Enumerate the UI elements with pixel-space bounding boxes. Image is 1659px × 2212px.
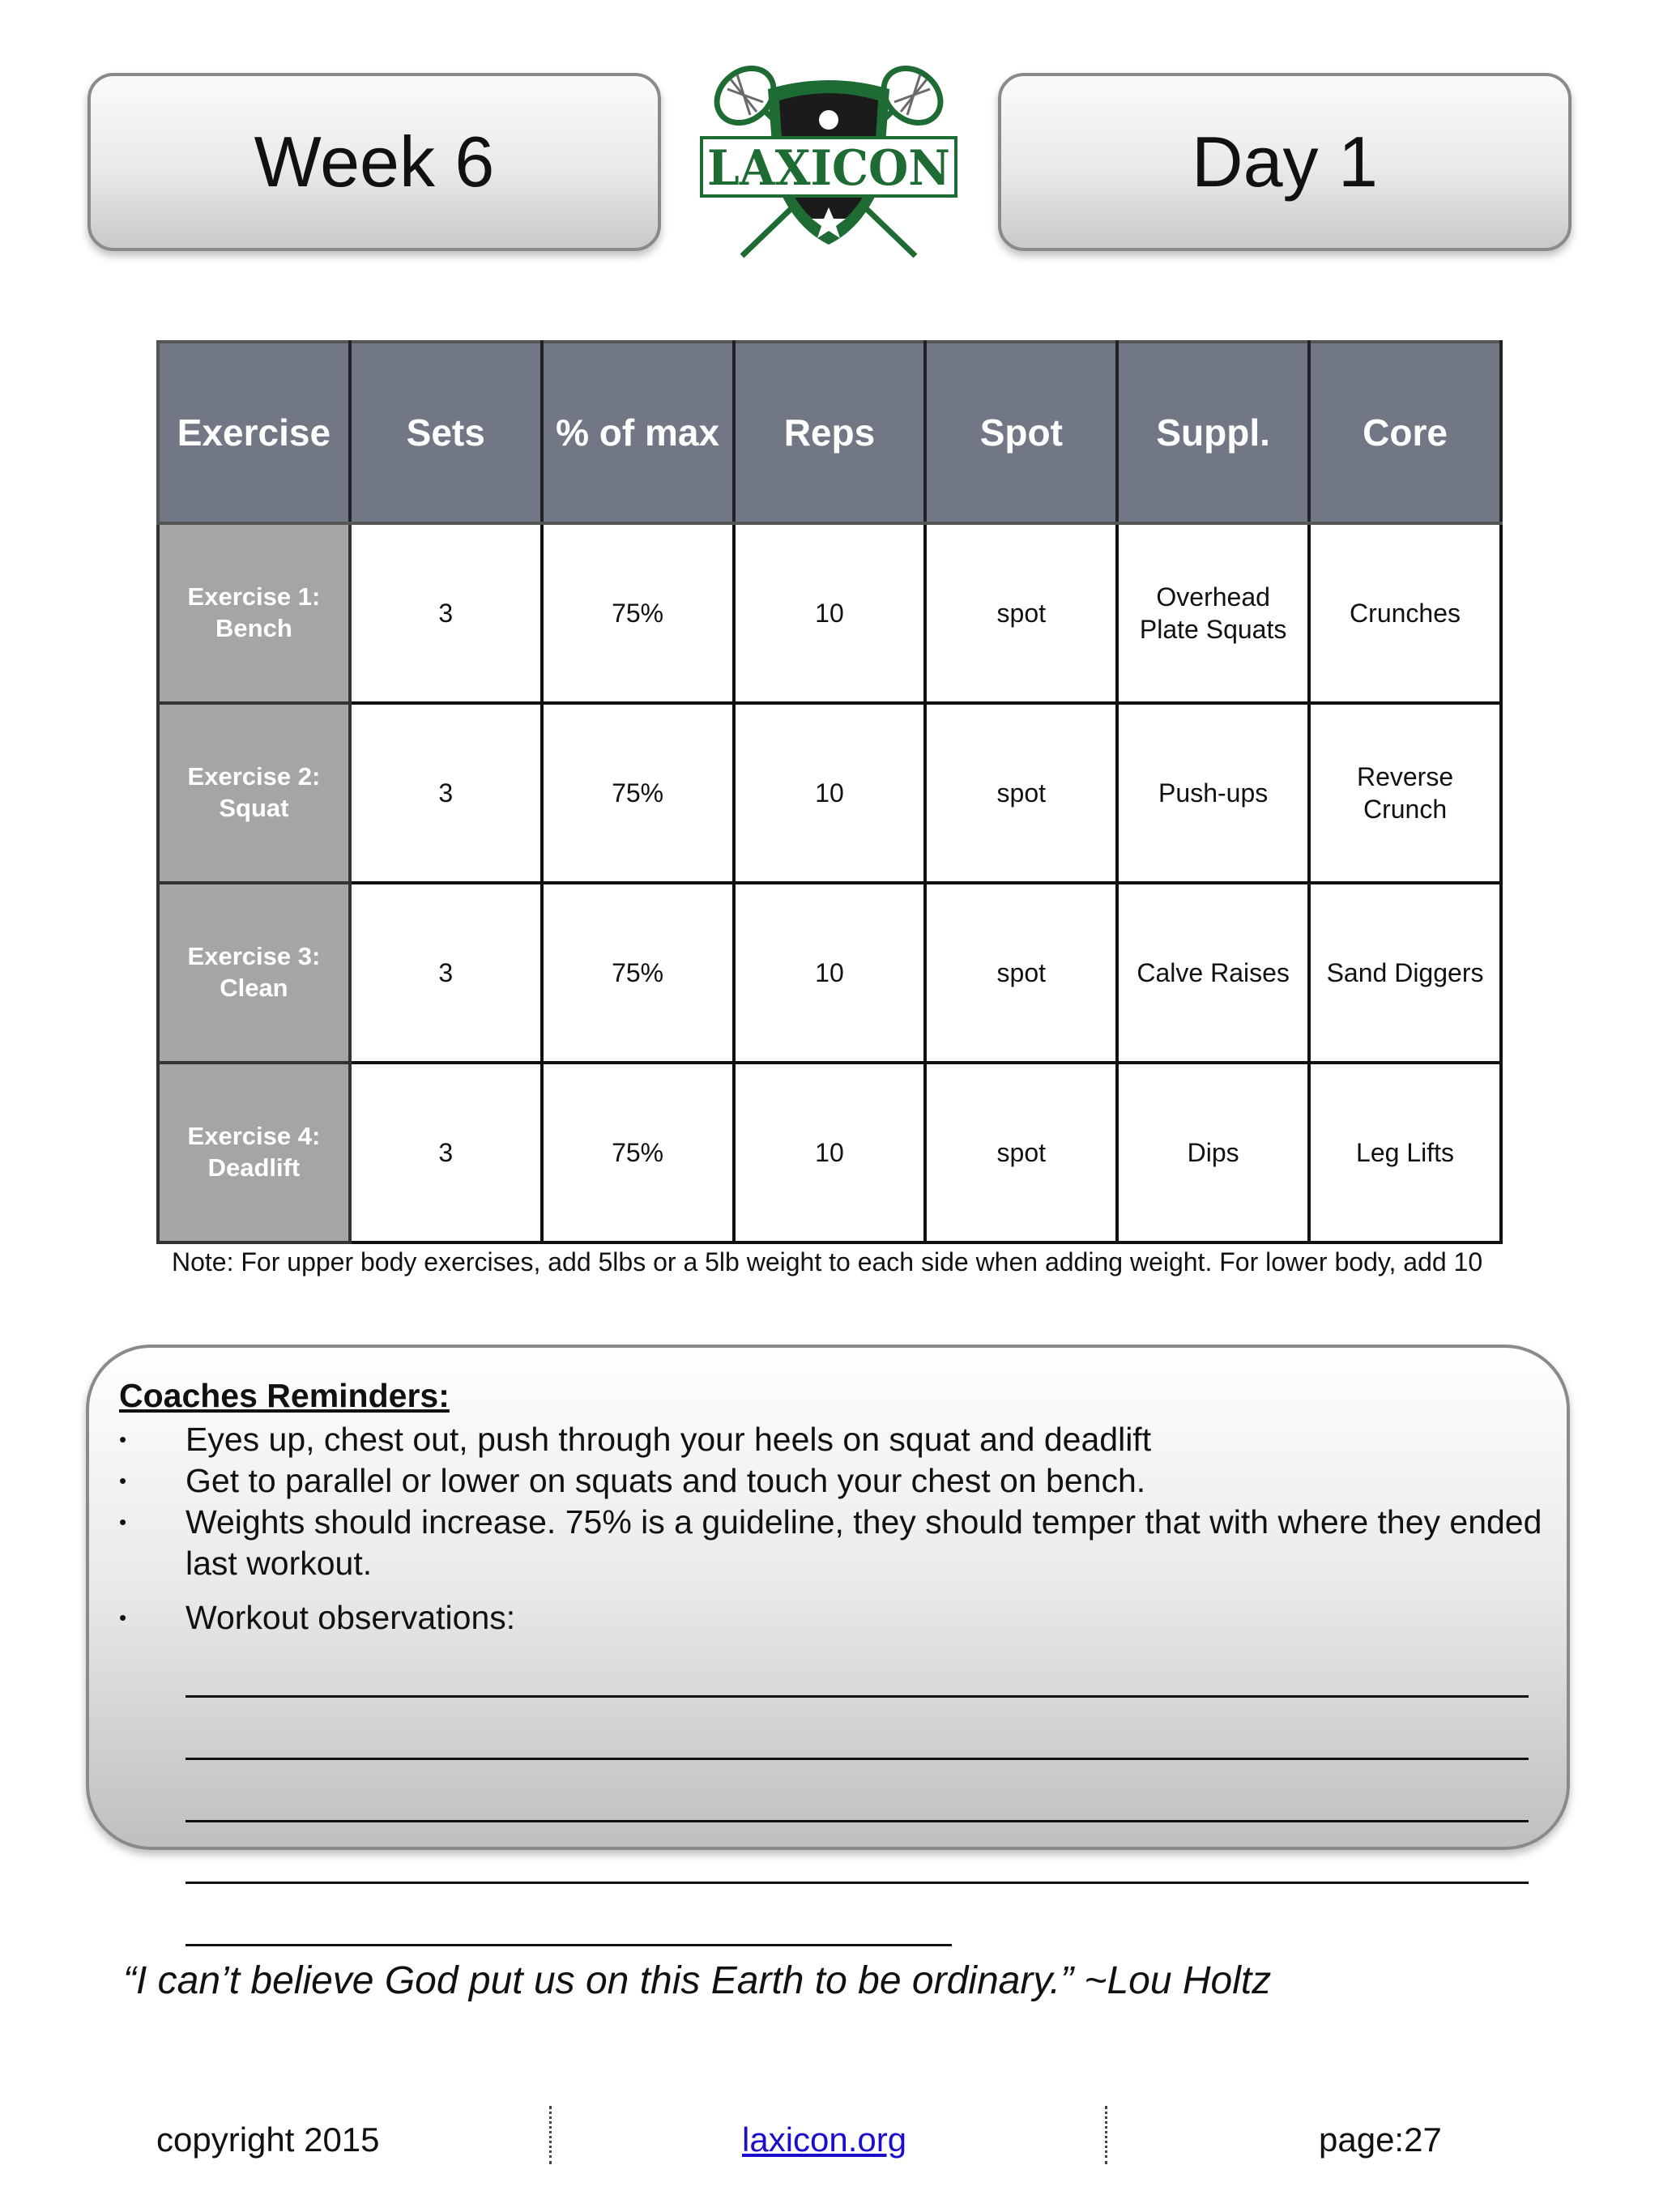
observation-line[interactable]	[186, 1944, 952, 1946]
sets-cell: 3	[350, 523, 542, 703]
week-label: Week 6	[254, 121, 495, 202]
workout-table	[156, 340, 1503, 1244]
exercise-name: Exercise 3: Clean	[158, 883, 350, 1063]
page-number: page:27	[1319, 2120, 1442, 2159]
percent-cell: 75%	[542, 883, 734, 1063]
spot-cell: spot	[925, 523, 1117, 703]
percent-cell: 75%	[542, 523, 734, 703]
observation-line[interactable]	[186, 1695, 1529, 1698]
suppl-cell: Calve Raises	[1117, 883, 1309, 1063]
table-row	[158, 1063, 1501, 1242]
reps-cell: 10	[734, 703, 926, 883]
header-suppl: Suppl.	[1117, 342, 1309, 523]
core-cell: Crunches	[1309, 523, 1501, 703]
reminders-title: Coaches Reminders:	[119, 1377, 450, 1414]
reminder-item: • Eyes up, chest out, push through your heels on squat and deadlift	[119, 1419, 1512, 1460]
spot-cell: spot	[925, 703, 1117, 883]
spot-cell: spot	[925, 883, 1117, 1063]
observation-line[interactable]	[186, 1882, 1529, 1884]
spot-cell: spot	[925, 1063, 1117, 1242]
reps-cell: 10	[734, 1063, 926, 1242]
reminder-item: • Weights should increase. 75% is a guideline, they should temper that with where they ended last workout.	[119, 1503, 1542, 1582]
sets-cell: 3	[350, 1063, 542, 1242]
reps-cell: 10	[734, 883, 926, 1063]
percent-cell: 75%	[542, 1063, 734, 1242]
quote: “I can’t believe God put us on this Earth to be ordinary.” ~Lou Holtz	[123, 1959, 1272, 2002]
logo-text: LAXICON	[707, 140, 950, 197]
suppl-cell: Overhead Plate Squats	[1117, 523, 1309, 703]
sets-cell: 3	[350, 883, 542, 1063]
core-cell: Reverse Crunch	[1309, 703, 1501, 883]
reminder-item: • Get to parallel or lower on squats and touch your chest on bench.	[119, 1460, 1512, 1502]
table-row	[158, 883, 1501, 1063]
bullet-icon: •	[119, 1605, 127, 1630]
header-spot: Spot	[925, 342, 1117, 523]
week-label-box	[87, 73, 661, 251]
exercise-name: Exercise 1: Bench	[158, 523, 350, 703]
weight-note: Note: For upper body exercises, add 5lbs or a 5lb weight to each side when adding weight. For lower body, add 10	[172, 1247, 1483, 1276]
core-cell: Leg Lifts	[1309, 1063, 1501, 1242]
suppl-cell: Dips	[1117, 1063, 1309, 1242]
bullet-icon: •	[119, 1468, 127, 1493]
table-row	[158, 703, 1501, 883]
bullet-icon: •	[119, 1427, 127, 1451]
website-link[interactable]: laxicon.org	[742, 2120, 907, 2159]
reps-cell: 10	[734, 523, 926, 703]
footer-divider	[1105, 2106, 1107, 2164]
percent-cell: 75%	[542, 703, 734, 883]
sets-cell: 3	[350, 703, 542, 883]
suppl-cell: Push-ups	[1117, 703, 1309, 883]
copyright-text: copyright 2015	[156, 2120, 380, 2159]
bullet-icon: •	[119, 1510, 127, 1534]
header-core: Core	[1309, 342, 1501, 523]
header-exercise: Exercise	[158, 342, 350, 523]
exercise-name: Exercise 4: Deadlift	[158, 1063, 350, 1242]
reminder-item: • Workout observations:	[119, 1597, 1512, 1639]
header-sets: Sets	[350, 342, 542, 523]
header-percent-max: % of max	[542, 342, 734, 523]
header-reps: Reps	[734, 342, 926, 523]
footer-divider	[549, 2106, 552, 2164]
table-header-row	[158, 342, 1501, 523]
observation-line[interactable]	[186, 1758, 1529, 1760]
day-label-box	[998, 73, 1572, 251]
exercise-name: Exercise 2: Squat	[158, 703, 350, 883]
core-cell: Sand Diggers	[1309, 883, 1501, 1063]
laxicon-logo	[695, 57, 962, 264]
observation-line[interactable]	[186, 1820, 1529, 1822]
table-row	[158, 523, 1501, 703]
day-label: Day 1	[1192, 121, 1378, 202]
